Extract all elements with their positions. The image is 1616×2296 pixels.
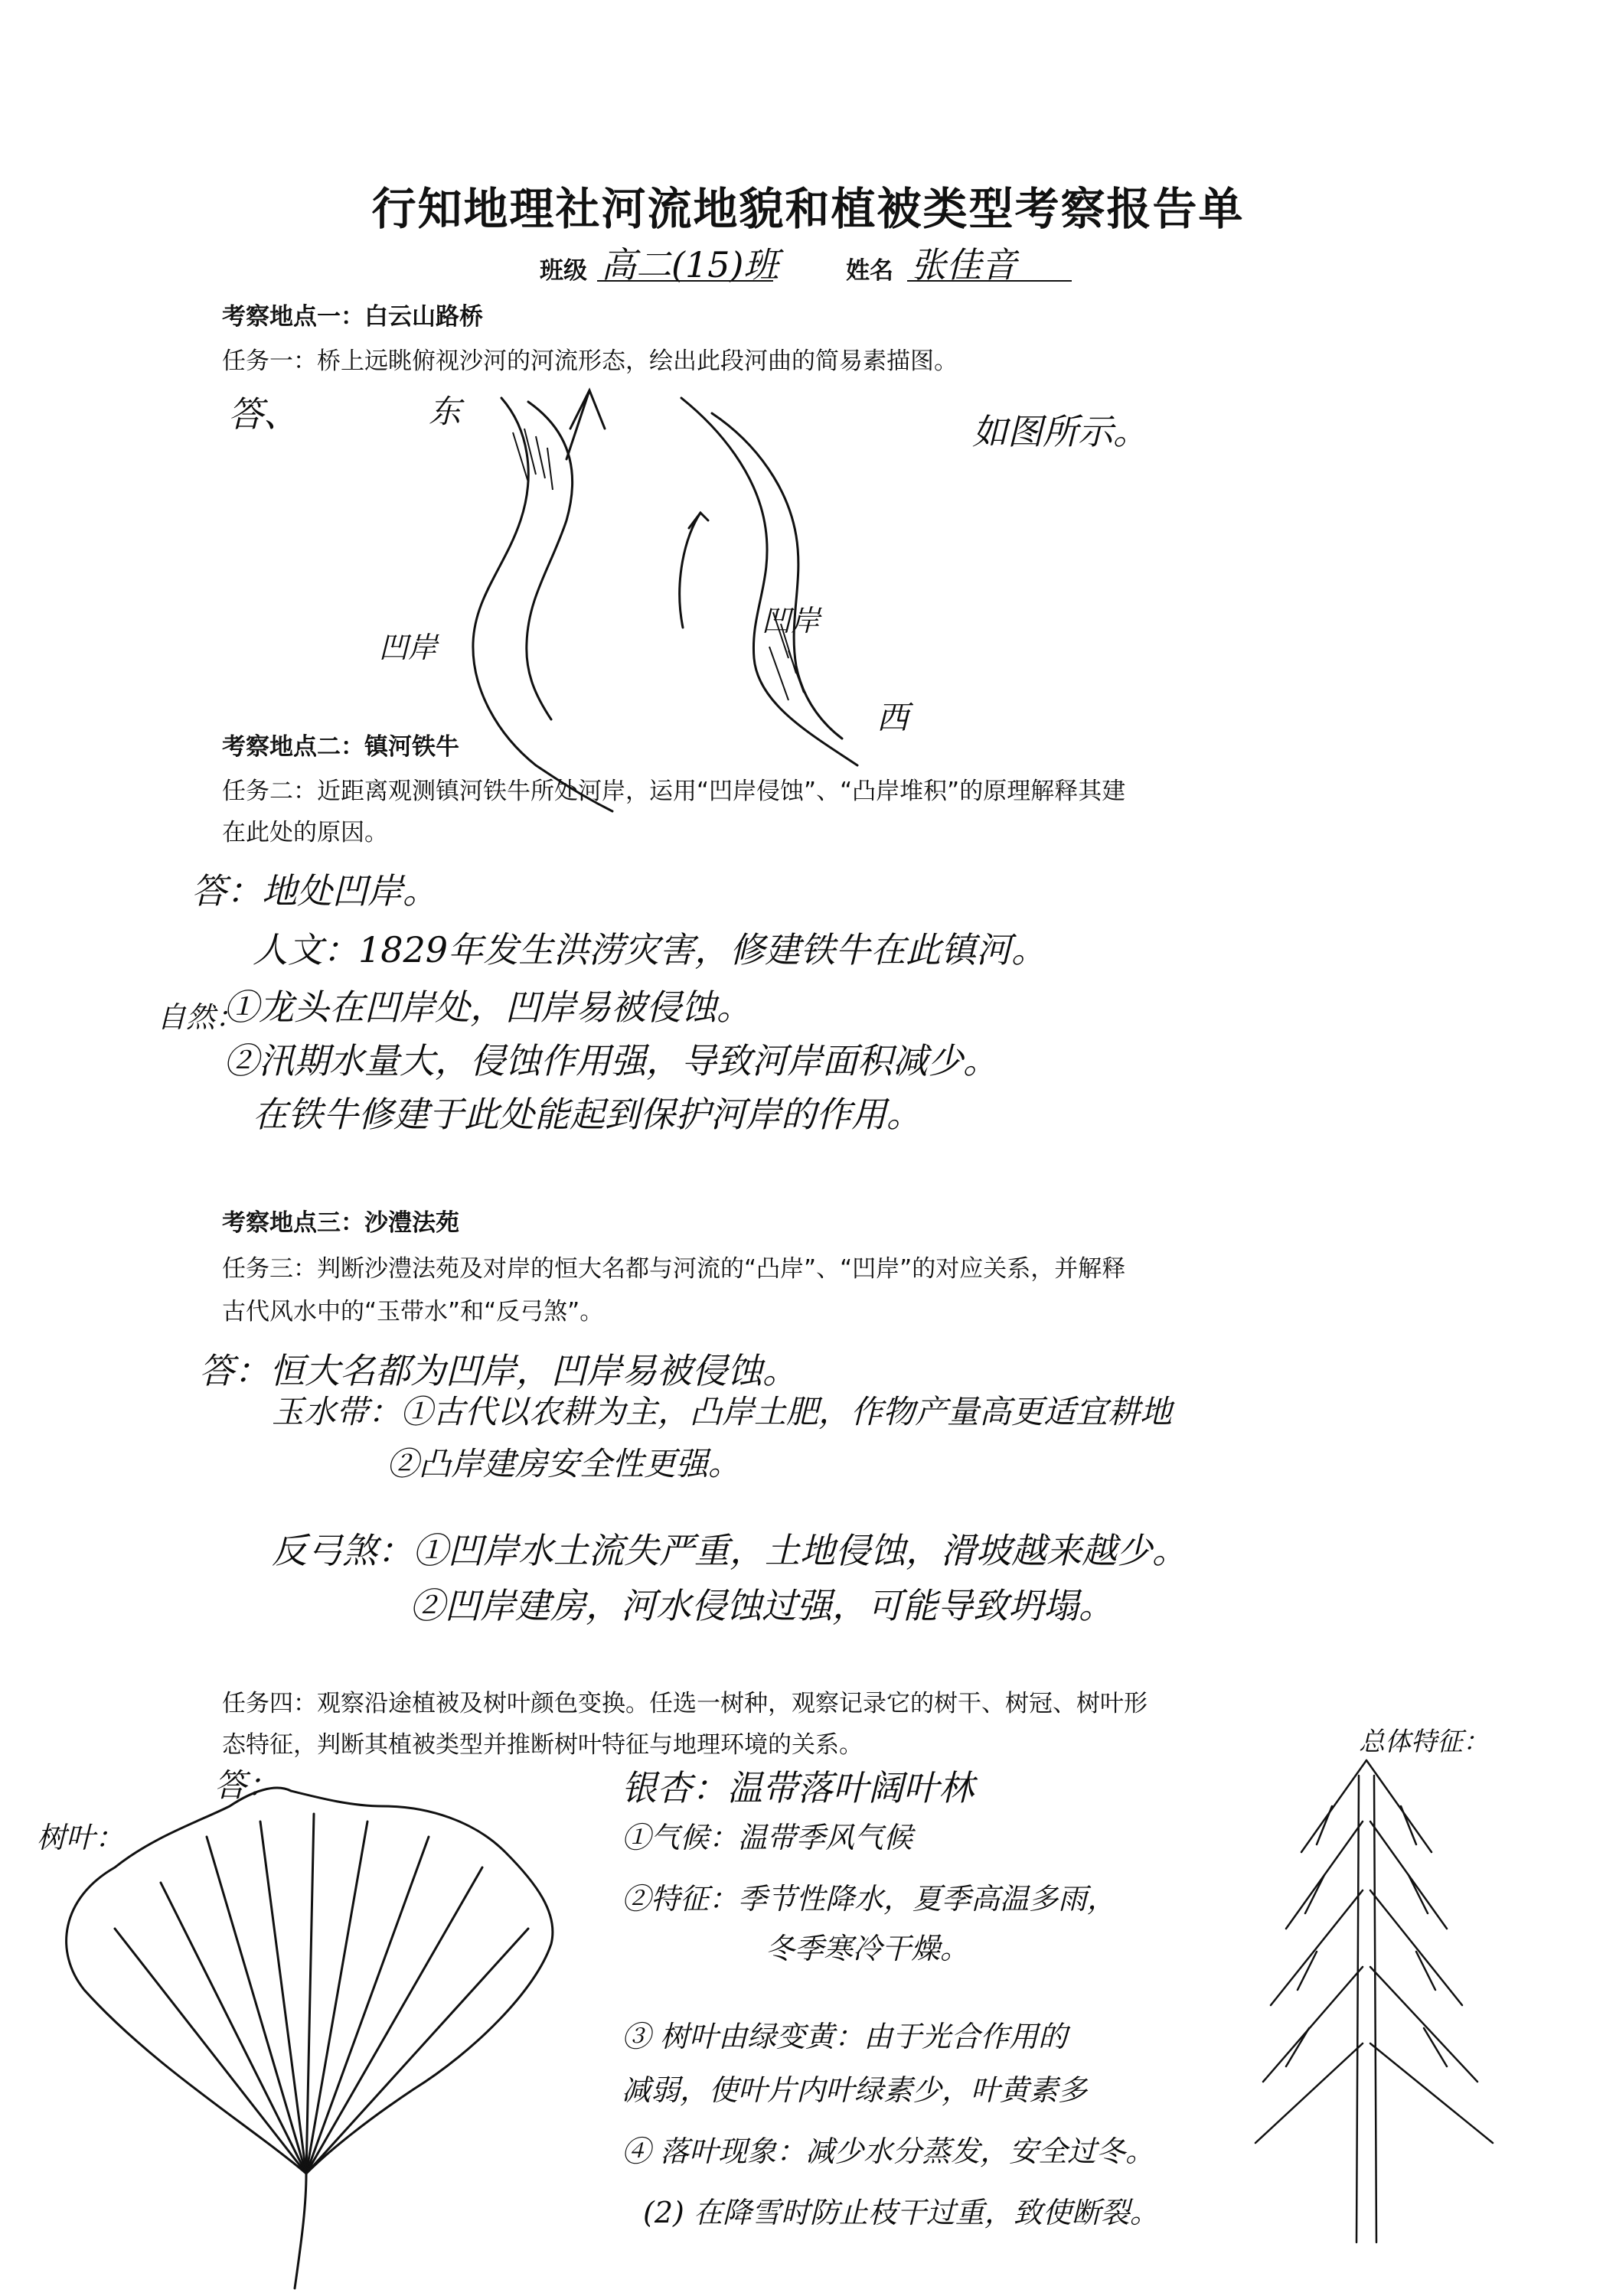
task4-answer-6: 减弱，使叶片内叶绿素少，叶黄素多 [622,2073,1088,2107]
site3-answer-3: ②凸岸建房安全性更强。 [387,1445,741,1482]
tree-label: 总体特征： [1359,1727,1489,1757]
class-value: 高二(15)班 [601,244,779,285]
site1-task: 任务一：桥上远眺俯视沙河的河流形态，绘出此段河曲的简易素描图。 [222,347,958,375]
site2-heading: 考察地点二：镇河铁牛 [222,733,459,761]
site3-heading: 考察地点三：沙澧法苑 [222,1209,459,1237]
site2-answer-4: ②汛期水量大，侵蚀作用强，导致河岸面积减少。 [224,1040,998,1081]
site2-margin-note: 自然： [157,1000,245,1034]
site3-task-line2: 古代风水中的“玉带水”和“反弓煞”。 [222,1298,604,1326]
task4-answer-8: (2) 在降雪时防止枝干过重，致使断裂。 [643,2196,1159,2229]
task4-answer-3: ②特征：季节性降水，夏季高温多雨， [622,1882,1117,1916]
task4-answer-7: ④ 落叶现象：减少水分蒸发，安全过冬。 [622,2135,1155,2168]
site2-answer-3: ①龙头在凹岸处，凹岸易被侵蚀。 [224,987,752,1028]
sketch-label-west: 西 [877,699,909,736]
site3-answer-5: ②凹岸建房，河水侵蚀过强，可能导致坍塌。 [410,1585,1114,1626]
page-title: 行知地理社河流地貌和植被类型考察报告单 [371,183,1245,235]
sketch-label-concave-right: 凹岸 [762,604,821,638]
task4-answer-5: ③ 树叶由绿变黄：由于光合作用的 [622,2020,1068,2053]
site3-answer-2: 玉水带：①古代以农耕为主，凸岸土肥，作物产量高更适宜耕地 [272,1393,1173,1430]
site3-answer-4: 反弓煞：①凹岸水土流失严重，土地侵蚀，滑坡越来越少。 [272,1530,1187,1571]
site2-task-line1: 任务二：近距离观测镇河铁牛所处河岸，运用“凹岸侵蚀”、“凸岸堆积”的原理解释其建 [222,778,1126,805]
leaf-label: 树叶： [37,1821,125,1854]
site3-task-line1: 任务三：判断沙澧法苑及对岸的恒大名都与河流的“凸岸”、“凹岸”的对应关系，并解释 [222,1255,1126,1283]
task4-line2: 态特征，判断其植被类型并推断树叶特征与地理环境的关系。 [222,1731,863,1759]
class-label: 班级 [540,257,587,285]
site1-heading: 考察地点一：白云山路桥 [222,303,483,331]
task4-answer-4: 冬季寒冷干燥。 [766,1932,970,1965]
name-label: 姓名 [846,257,893,285]
name-value: 张佳音 [911,244,1017,285]
site3-answer-1: 答：恒大名都为凹岸，凹岸易被侵蚀。 [199,1350,798,1391]
site2-answer-1: 答：地处凹岸。 [191,870,438,912]
site2-answer-5: 在铁牛修建于此处能起到保护河岸的作用。 [253,1094,922,1135]
task4-answer-prefix: 答： [214,1766,279,1804]
site1-answer-prefix: 答、 [228,393,299,435]
task4-answer-2: ①气候：温带季风气候 [622,1821,913,1854]
site2-task-line2: 在此处的原因。 [222,819,388,846]
site2-answer-2: 人文：1829年发生洪涝灾害，修建铁牛在此镇河。 [253,929,1047,970]
sketch-label-east: 东 [429,393,462,430]
task4-answer-1: 银杏：温带落叶阔叶林 [622,1767,974,1808]
task4-line1: 任务四：观察沿途植被及树叶颜色变换。任选一树种，观察记录它的树干、树冠、树叶形 [222,1690,1148,1717]
sketch-label-concave-left: 凹岸 [379,631,438,664]
site1-answer-note: 如图所示。 [972,411,1148,452]
